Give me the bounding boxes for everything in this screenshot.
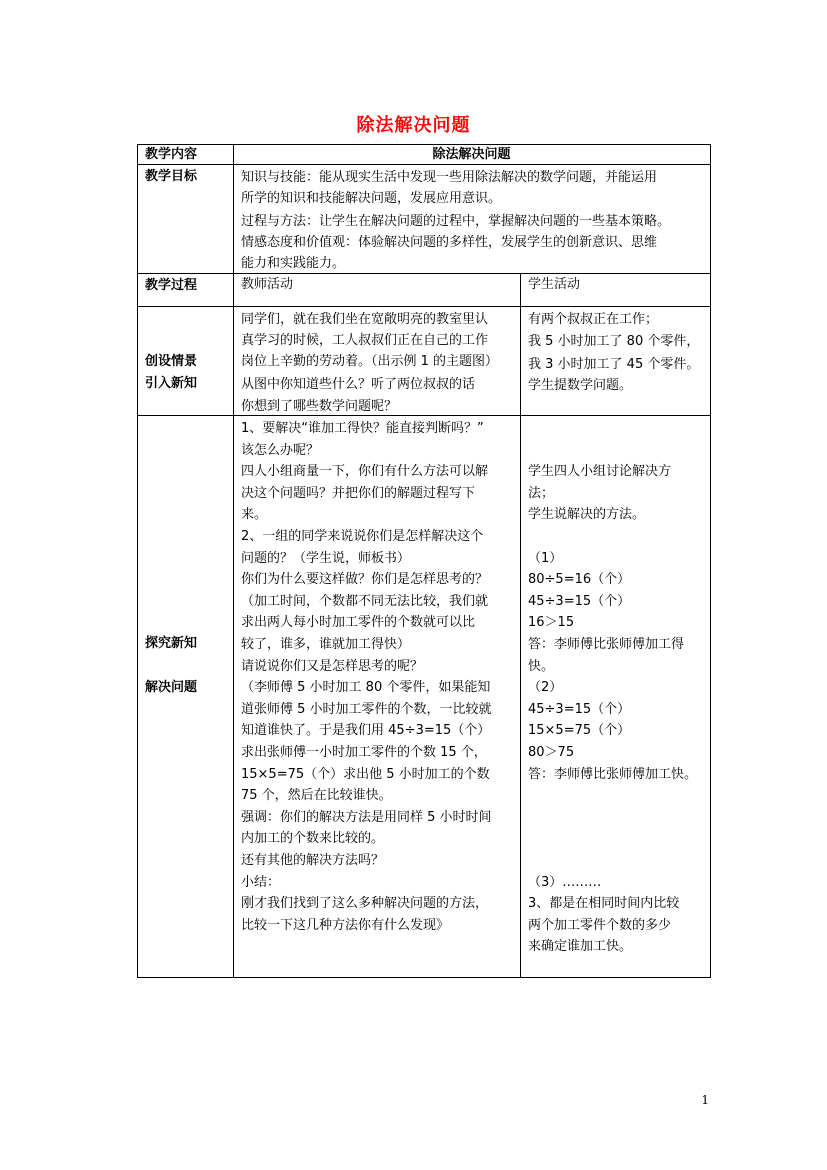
table-rule xyxy=(137,977,711,978)
explore-teacher-line: 求出两人每小时加工零件的个数就可以比 xyxy=(241,615,476,631)
explore-teacher-line: 强调：你们的解决方法是用同样 5 小时时间 xyxy=(241,809,492,825)
intro-teacher-line: 岗位上辛勤的劳动着。（出示例 1 的主题图） xyxy=(241,354,499,369)
explore-teacher-line: 知道谁快了。于是我们用 45÷3=15（个） xyxy=(241,723,491,739)
table-rule xyxy=(233,144,234,978)
explore-student-line: 3、都是在相同时间内比较 xyxy=(528,896,680,912)
goal-line: 知识与技能：能从现实生活中发现一些用除法解决的数学问题，并能运用 xyxy=(241,170,658,185)
explore-student-line: 法； xyxy=(528,485,555,501)
explore-student-line: 16＞15 xyxy=(528,615,575,631)
label-content: 教学内容 xyxy=(145,147,198,162)
explore-teacher-line: 该怎么办呢？ xyxy=(241,442,320,458)
table-rule xyxy=(137,144,138,978)
explore-teacher-line: 2、一组的同学来说说你们是怎样解决这个 xyxy=(241,529,484,544)
intro-teacher-line: 你想到了哪些数学问题呢？ xyxy=(241,399,398,414)
table-rule xyxy=(520,273,521,978)
goal-line: 所学的知识和技能解决问题，发展应用意识。 xyxy=(241,190,502,206)
table-rule xyxy=(137,415,711,416)
explore-student-line: 80＞75 xyxy=(528,745,575,760)
explore-student-line: 80÷5=16（个） xyxy=(528,572,631,588)
explore-student-line: （3）……… xyxy=(528,874,602,890)
intro-student-line: 我 3 小时加工了 45 个零件。 xyxy=(528,357,700,372)
explore-teacher-line: 四人小组商量一下，你们有什么方法可以解 xyxy=(241,464,489,480)
label-explore-1: 探究新知 xyxy=(145,636,198,651)
page-number: 1 xyxy=(701,1093,709,1107)
explore-student-line: 学生四人小组讨论解决方 xyxy=(528,464,672,480)
table-rule xyxy=(710,144,711,978)
explore-teacher-line: 道张师傅 5 小时加工零件的个数，一比较就 xyxy=(241,701,492,717)
goal-line: 过程与方法：让学生在解决问题的过程中，掌握解决问题的一些基本策略。 xyxy=(241,214,671,229)
explore-student-line: 两个加工零件个数的多少 xyxy=(528,917,672,933)
explore-teacher-line: 小结： xyxy=(241,874,281,890)
content-value: 除法解决问题 xyxy=(432,147,511,162)
explore-teacher-line: 比较一下这几种方法你有什么发现》 xyxy=(241,917,450,933)
explore-student-line: 45÷3=15（个） xyxy=(528,593,631,609)
intro-teacher-line: 真学习的时候，工人叔叔们正在自己的工作 xyxy=(241,333,489,348)
explore-student-line: 来确定谁加工快。 xyxy=(528,939,633,955)
explore-teacher-line: 你们为什么要这样做？你们是怎样思考的？ xyxy=(241,572,489,588)
label-intro-1: 创设情景 xyxy=(145,354,198,369)
explore-teacher-line: （加工时间，个数都不同无法比较，我们就 xyxy=(241,593,489,609)
explore-student-line: 快。 xyxy=(528,658,555,674)
explore-teacher-line: 请说说你们又是怎样思考的呢？ xyxy=(241,658,424,674)
intro-teacher xyxy=(241,308,519,414)
intro-student xyxy=(528,308,708,414)
explore-teacher-line: 较了，谁多，谁就加工得快） xyxy=(241,637,411,652)
explore-teacher-line: 决这个问题吗？并把你们的解题过程写下 xyxy=(241,485,476,501)
explore-teacher-line: （李师傅 5 小时加工 80 个零件，如果能知 xyxy=(241,680,491,696)
intro-student-line: 有两个叔叔正在工作； xyxy=(528,312,659,327)
label-goals: 教学目标 xyxy=(145,169,198,184)
explore-student-line: （2） xyxy=(528,680,563,696)
intro-student-line: 我 5 小时加工了 80 个零件， xyxy=(528,334,700,349)
goal-line: 情感态度和价值观：体验解决问题的多样性，发展学生的创新意识、思维 xyxy=(241,235,658,250)
label-intro-2: 引入新知 xyxy=(145,376,198,391)
explore-teacher-line: 还有其他的解决方法吗？ xyxy=(241,853,385,868)
document-title: 除法解决问题 xyxy=(356,115,471,136)
explore-student-line: 45÷3=15（个） xyxy=(528,701,631,717)
explore-student-line: （1） xyxy=(528,550,563,566)
table-rule xyxy=(137,306,711,307)
explore-teacher-line: 来。 xyxy=(241,507,268,523)
explore-student-line: 答：李师傅比张师傅加工得 xyxy=(528,637,685,652)
goals-text xyxy=(241,166,709,272)
goal-line: 能力和实践能力。 xyxy=(241,256,346,271)
explore-teacher xyxy=(241,417,519,975)
explore-student-line: 答：李师傅比张师傅加工快。 xyxy=(528,766,698,782)
student-activity-header: 学生活动 xyxy=(528,277,581,292)
table-rule xyxy=(137,273,711,274)
label-explore-2: 解决问题 xyxy=(145,680,198,695)
explore-student xyxy=(528,417,708,975)
intro-teacher-line: 从图中你知道些什么？听了两位叔叔的话 xyxy=(241,377,476,392)
teacher-activity-header: 教师活动 xyxy=(241,277,294,292)
explore-teacher-line: 问题的？（学生说，师板书） xyxy=(241,550,411,566)
explore-teacher-line: 1、要解决“谁加工得快？能直接判断吗？” xyxy=(241,421,484,436)
explore-student-line: 15×5=75（个） xyxy=(528,723,631,739)
explore-teacher-line: 刚才我们找到了这么多种解决问题的方法， xyxy=(241,896,489,912)
explore-teacher-line: 75 个，然后在比较谁快。 xyxy=(241,788,392,804)
intro-student-line: 学生提数学问题。 xyxy=(528,378,633,393)
label-process: 教学过程 xyxy=(145,278,198,293)
explore-student-line: 学生说解决的方法。 xyxy=(528,507,646,523)
explore-teacher-line: 内加工的个数来比较的。 xyxy=(241,831,385,847)
explore-teacher-line: 15×5=75（个）求出他 5 小时加工的个数 xyxy=(241,766,490,782)
intro-teacher-line: 同学们，就在我们坐在宽敞明亮的教室里认 xyxy=(241,312,489,327)
explore-teacher-line: 求出张师傅一小时加工零件的个数 15 个， xyxy=(241,745,487,760)
